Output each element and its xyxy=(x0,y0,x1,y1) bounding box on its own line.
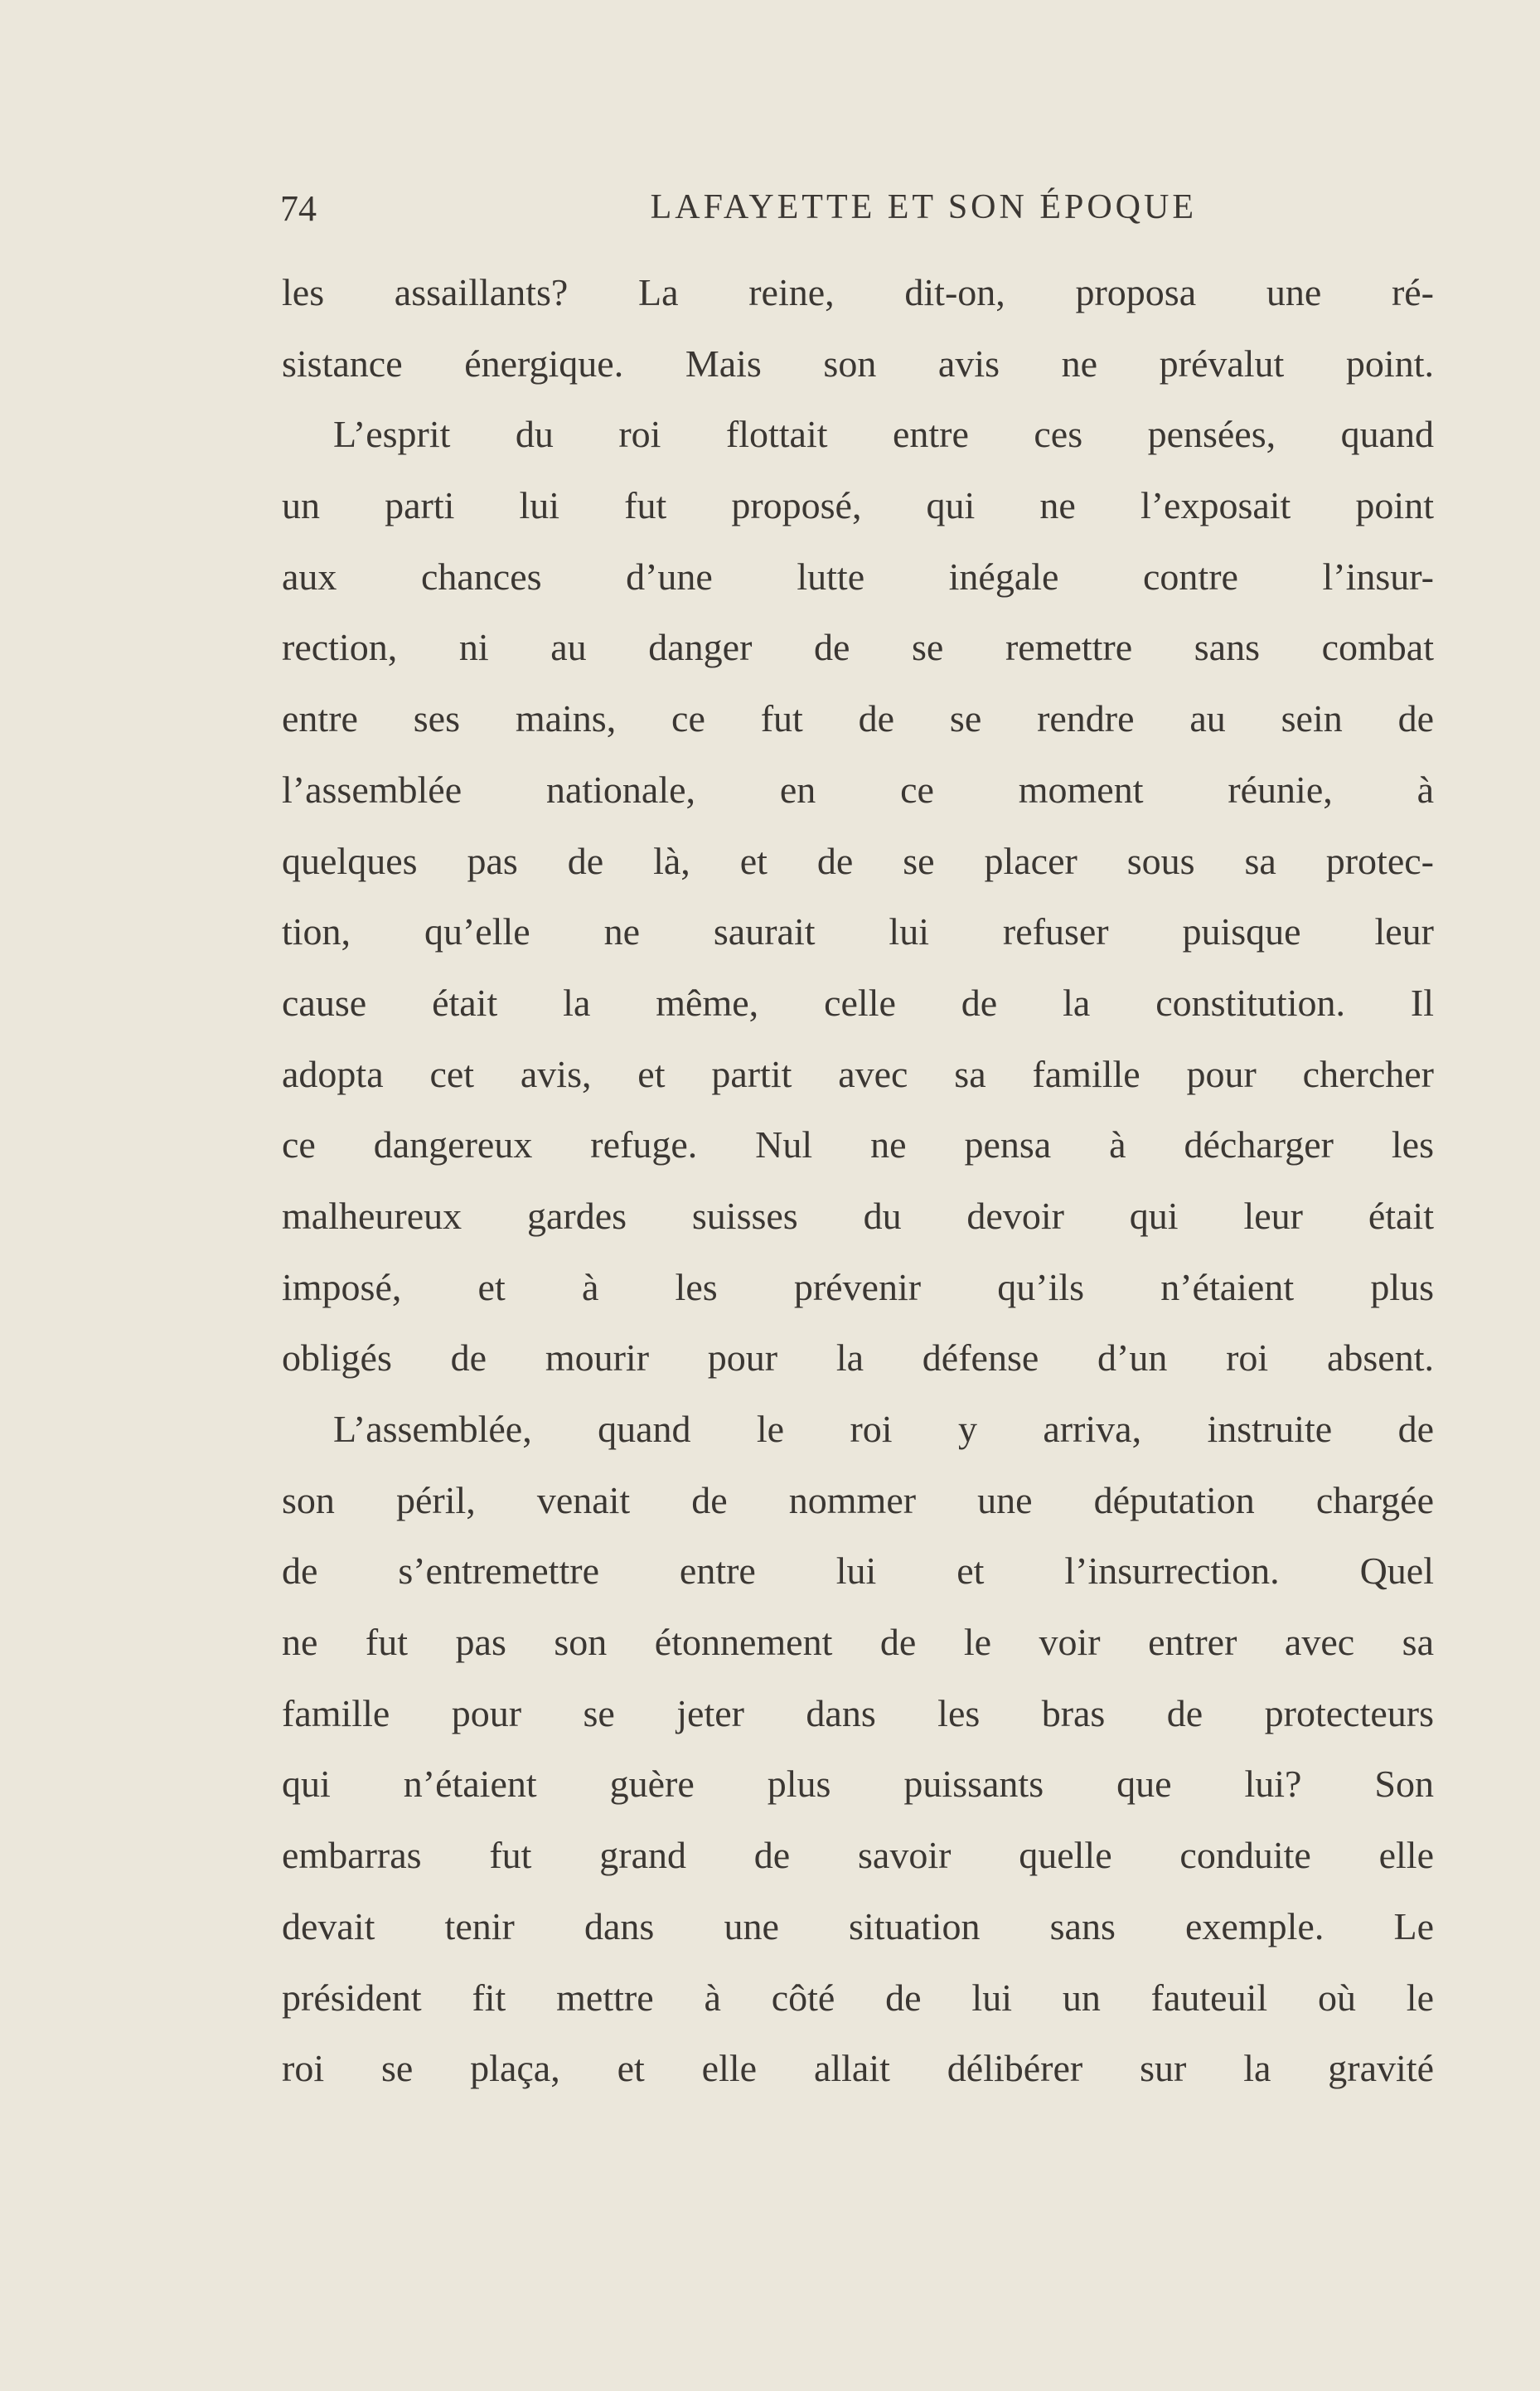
text-line: L’esprit du roi flottait entre ces pensées, quand xyxy=(333,413,1434,456)
text-line: cause était la même, celle de la constitution. Il xyxy=(282,981,1434,1024)
text-line: ce dangereux refuge. Nul ne pensa à décharger les xyxy=(282,1123,1434,1166)
text-line: l’assemblée nationale, en ce moment réunie, à xyxy=(282,768,1434,811)
text-line: quelques pas de là, et de se placer sous sa protec- xyxy=(282,839,1434,882)
text-line: aux chances d’une lutte inégale contre l’insur- xyxy=(282,555,1434,598)
text-line: président fit mettre à côté de lui un fauteuil où le xyxy=(282,1976,1434,2019)
text-line: entre ses mains, ce fut de se rendre au sein de xyxy=(282,697,1434,740)
running-title: LAFAYETTE ET SON ÉPOQUE xyxy=(650,188,1197,226)
text-line: imposé, et à les prévenir qu’ils n’étaient plus xyxy=(282,1265,1434,1308)
text-line: embarras fut grand de savoir quelle conduite elle xyxy=(282,1834,1434,1877)
text-line: les assaillants? La reine, dit-on, proposa une ré- xyxy=(282,271,1434,313)
text-line: obligés de mourir pour la défense d’un roi absent. xyxy=(282,1336,1434,1380)
text-line: de s’entremettre entre lui et l’insurrection. Quel xyxy=(282,1550,1434,1593)
text-line: son péril, venait de nommer une députation chargée xyxy=(282,1478,1434,1521)
text-line: famille pour se jeter dans les bras de protecteurs xyxy=(282,1691,1434,1734)
text-line: sistance énergique. Mais son avis ne prévalut point. xyxy=(282,342,1434,385)
text-line: L’assemblée, quand le roi y arriva, instruite de xyxy=(333,1408,1434,1450)
text-line: un parti lui fut proposé, qui ne l’exposait point xyxy=(282,484,1434,527)
text-line: malheureux gardes suisses du devoir qui leur était xyxy=(282,1194,1434,1237)
page-number: 74 xyxy=(280,188,317,229)
text-line: qui n’étaient guère plus puissants que lui? Son xyxy=(282,1763,1434,1806)
text-line: ne fut pas son étonnement de le voir entrer avec sa xyxy=(282,1621,1434,1664)
text-line: devait tenir dans une situation sans exemple. Le xyxy=(282,1904,1434,1947)
text-line: rection, ni au danger de se remettre sans combat xyxy=(282,626,1434,669)
text-line: roi se plaça, et elle allait délibérer sur la gravité xyxy=(282,2047,1434,2090)
text-line: adopta cet avis, et partit avec sa famille pour chercher xyxy=(282,1052,1434,1095)
body-text xyxy=(282,257,1434,2104)
text-line: tion, qu’elle ne saurait lui refuser puisque leur xyxy=(282,910,1434,953)
